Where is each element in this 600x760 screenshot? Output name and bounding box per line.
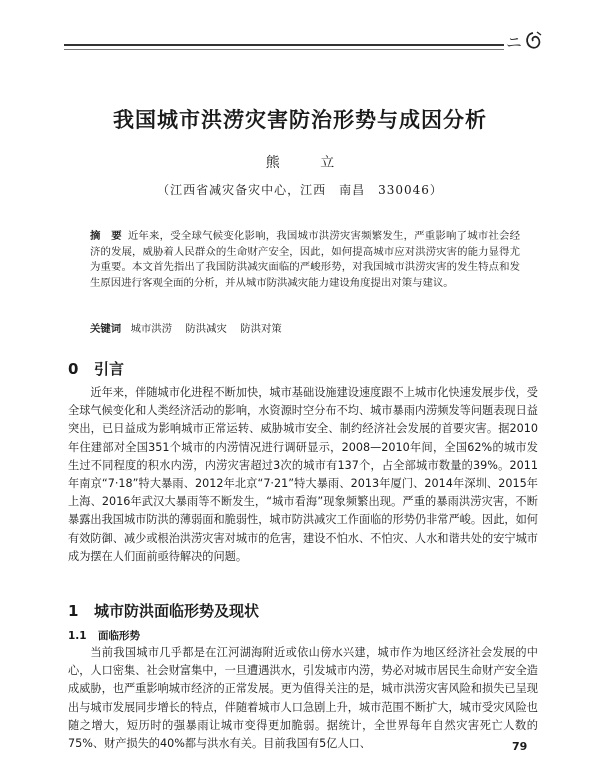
keywords-label: 关键词	[90, 323, 122, 335]
subsection-title: 面临形势	[98, 630, 140, 642]
section-number: 1	[68, 602, 79, 620]
article-author: 熊 立	[265, 155, 353, 171]
subsection-heading	[68, 628, 140, 643]
section-title: 城市防洪面临形势及现状	[94, 602, 260, 620]
subsection-number: 1.1	[68, 630, 87, 642]
intro-paragraph: 近年来，伴随城市化进程不断加快，城市基础设施建设速度跟不上城市化快速发展步伐，受全球气候变化和人类经济活动的影响，水资源时空分布不均、城市暴雨内涝频发等问题表现日益突出，已日益成为影响城市正常运转、威胁城市安全、制约经济社会发展的首要灾害。据2010年住建部对全国351个城市的内涝情况进行调研显示，2008—2010年间，全国62%的城市发生过不同程度的积水内涝，内涝灾害超过3次的城市有137个，占全部城市数量的39%。2011年南京“7·18”特大暴雨、2012年北京“7·21”特大暴雨、2013年厦门、2014年深圳、2015年上海、2016年武汉大暴雨等不断发生，“城市看海”现象频繁出现。严重的暴雨洪涝灾害，不断暴露出我国城市防洪的薄弱面和脆弱性，城市防洪减灾工作面临的形势仍非常严峻。因此，如何有效防御、减少或根治洪涝灾害对城市的危害，建设不怕水、不怕灾、人水和谐共处的安宁城市成为摆在人们面前亟待解决的问题。	[68, 386, 538, 563]
keyword-item: 城市洪涝	[130, 323, 173, 335]
keywords	[90, 322, 520, 337]
corner-swirl-icon	[522, 30, 544, 52]
situation-paragraph: 当前我国城市几乎都是在江河湖海附近或依山傍水兴建，城市作为地区经济社会发展的中心，人口密集、社会财富集中，一旦遭遇洪水，引发城市内涝，势必对城市居民生命财产安全造成威胁，也严重影响城市经济的正常发展。更为值得关注的是，城市洪涝灾害风险和损失已呈现出与城市发展同步增长的特点，伴随着城市人口急剧上升，城市范围不断扩大，城市受灾风险也随之增大，短历时的强暴雨让城市变得更加脆弱。据统计，全世界每年自然灾害死亡人数的75%、财产损失的40%都与洪水有关。目前我国有5亿人口、	[68, 646, 538, 751]
keyword-item: 防洪对策	[240, 323, 282, 335]
section-number: 0	[68, 360, 79, 378]
abstract-label: 摘 要	[90, 230, 122, 242]
keyword-item: 防洪减灾	[185, 323, 227, 335]
page-number: 79	[512, 740, 528, 753]
author-affiliation: （江西省减灾备灾中心，江西 南昌 330046）	[157, 183, 443, 197]
section-heading-situation	[68, 600, 259, 621]
header-rule	[64, 44, 504, 46]
abstract	[90, 229, 520, 291]
corner-mark: ニ	[506, 33, 523, 52]
section-heading-intro	[68, 358, 124, 379]
abstract-text: 近年来，受全球气候变化影响，我国城市洪涝灾害频繁发生，严重影响了城市社会经济的发展，威胁着人民群众的生命财产安全，因此，如何提高城市应对洪涝灾害的能力显得尤为重要。本文首先指出了我国防洪减灾面临的严峻形势，对我国城市洪涝灾害的发生特点和发生原因进行客观全面的分析，并从城市防洪减灾能力建设角度提出对策与建议。	[90, 230, 521, 289]
article-title: 我国城市洪涝灾害防治形势与成因分析	[113, 108, 487, 132]
section-title: 引言	[94, 360, 125, 378]
